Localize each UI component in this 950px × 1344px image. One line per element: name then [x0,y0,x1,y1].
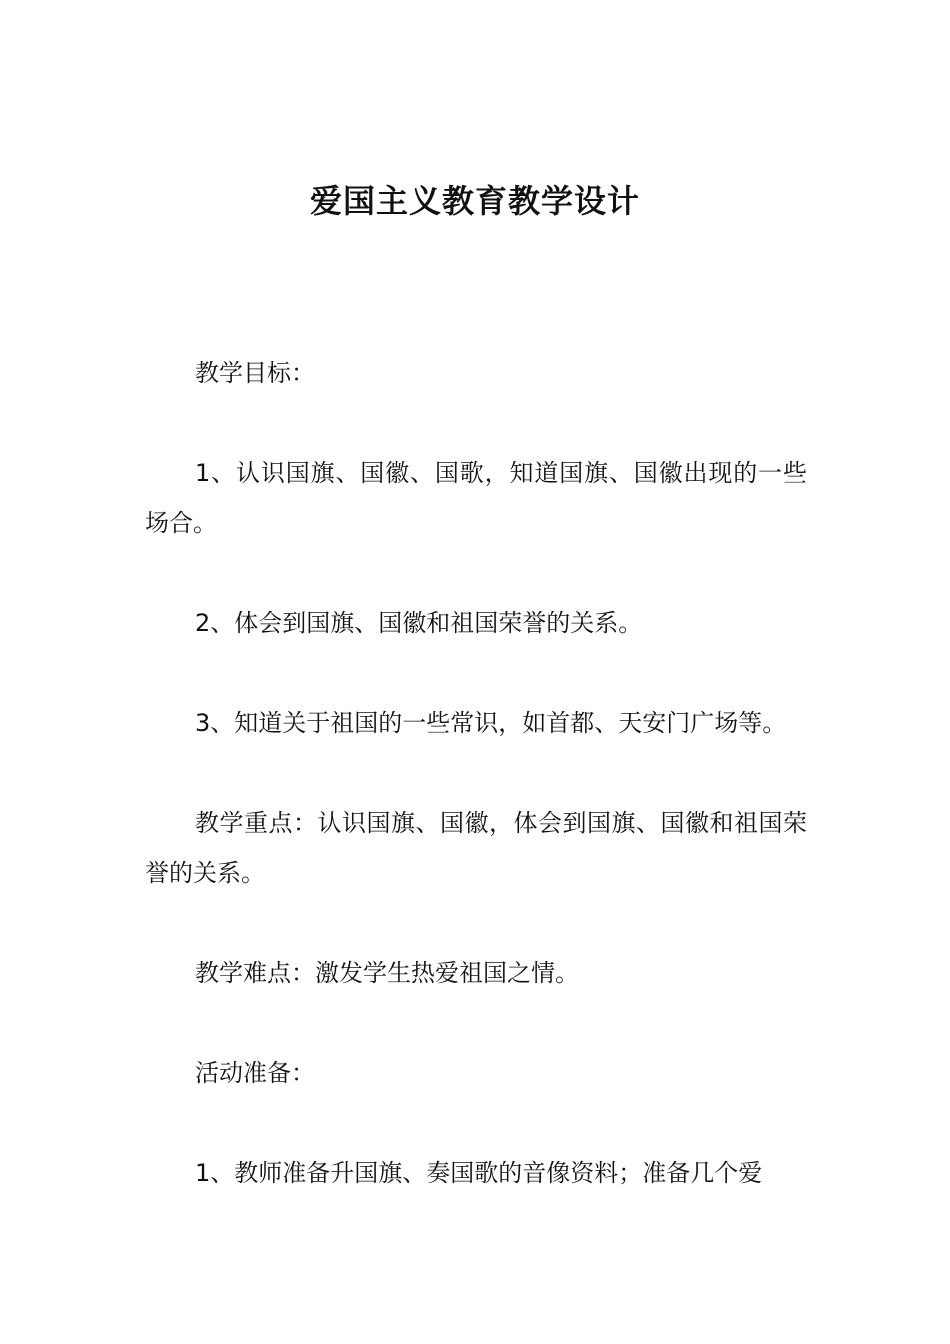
paragraph-activity-preparation-heading: 活动准备： [195,1059,315,1087]
paragraph-preparation-1: 1、教师准备升国旗、奏国歌的音像资料；准备几个爱 [195,1159,763,1187]
paragraph-teaching-difficulty: 教学难点：激发学生热爱祖国之情。 [195,959,579,987]
paragraph-goal-2: 2、体会到国旗、国徽和祖国荣誉的关系。 [195,609,643,637]
paragraph-goal-3: 3、知道关于祖国的一些常识，如首都、天安门广场等。 [195,709,787,737]
paragraph-teaching-focus: 教学重点：认识国旗、国徽，体会到国旗、国徽和祖国荣誉的关系。 [145,809,807,887]
document-body [145,348,807,1248]
paragraph-teaching-goals-heading: 教学目标： [195,359,315,387]
document-title: 爱国主义教育教学设计 [309,182,640,221]
paragraph-goal-1: 1、认识国旗、国徽、国歌，知道国旗、国徽出现的一些场合。 [145,459,807,537]
